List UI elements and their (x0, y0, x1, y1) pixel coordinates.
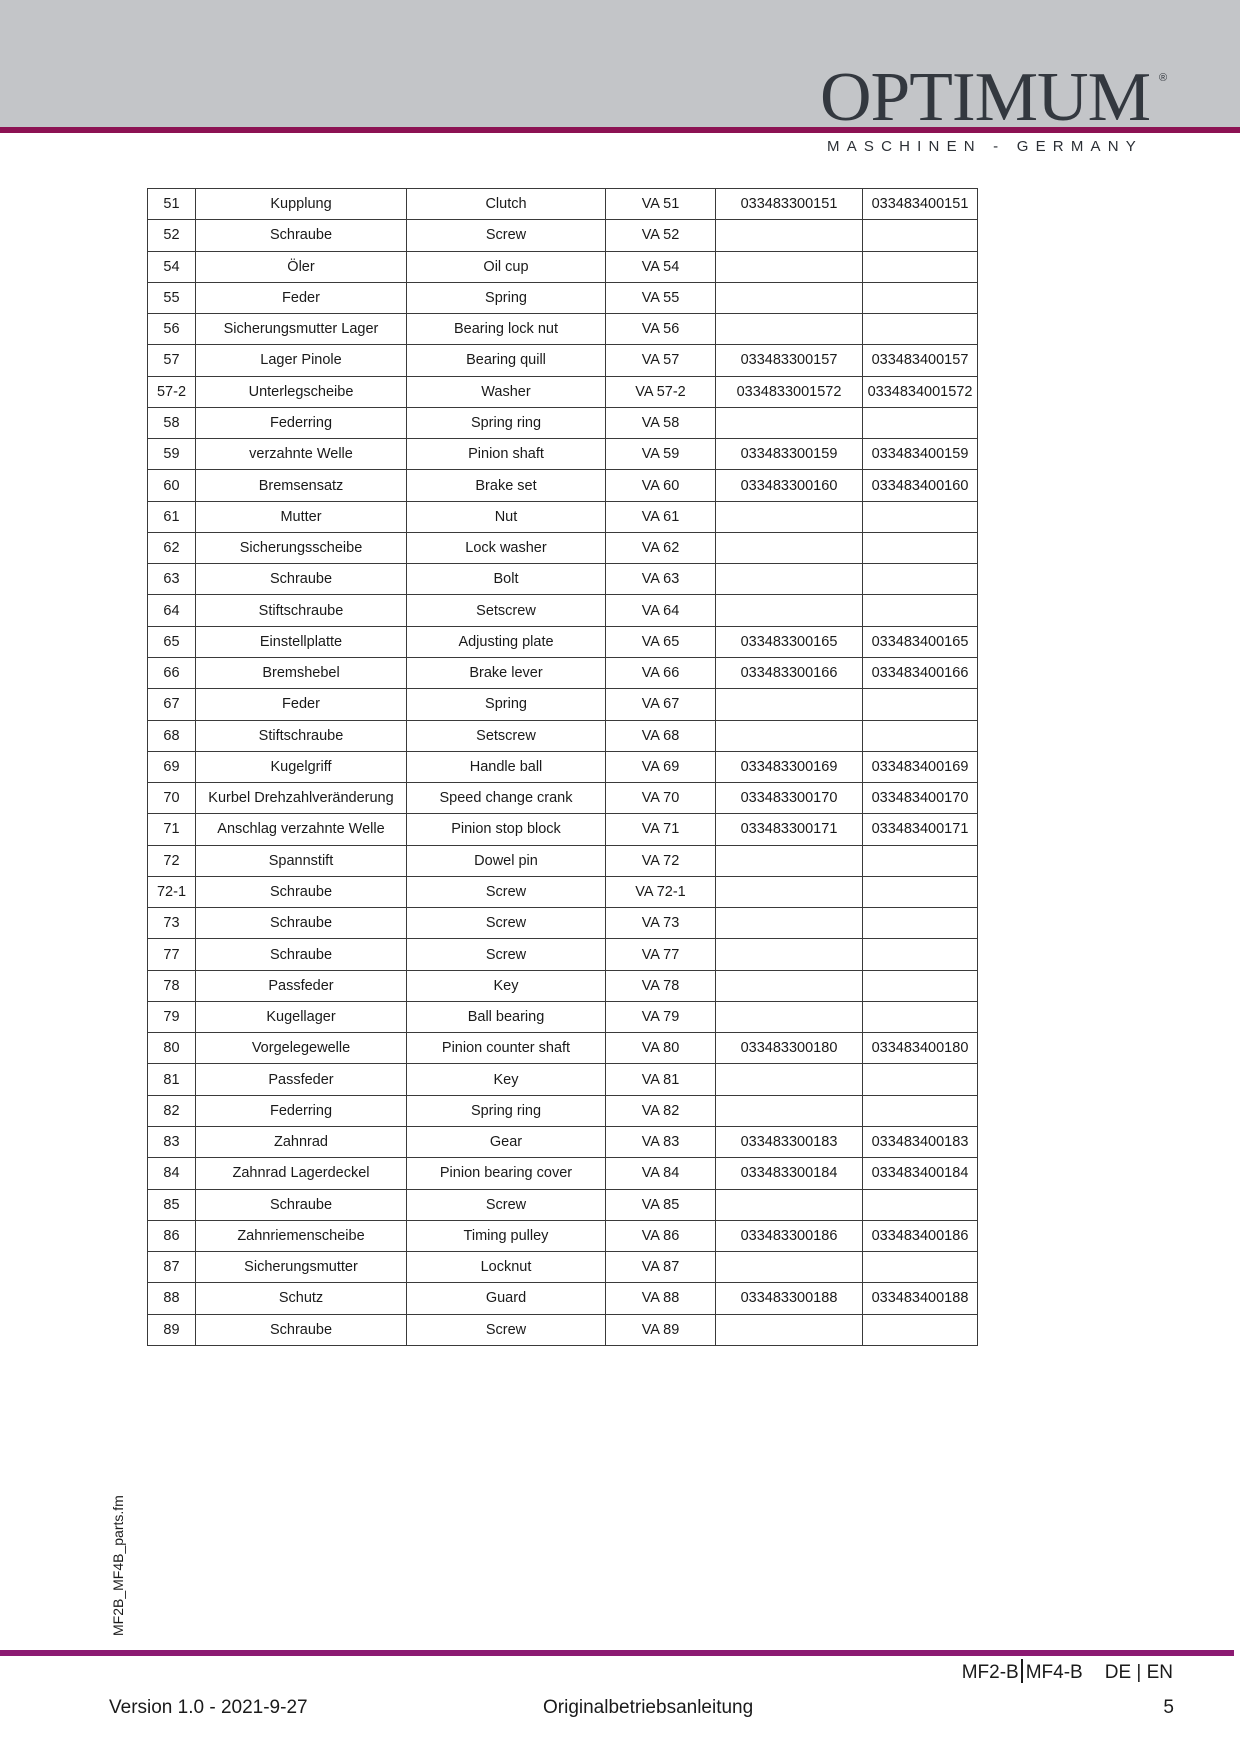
item-code-cell: VA 79 (606, 1001, 716, 1032)
mf2b-article-cell: 033483300170 (716, 783, 863, 814)
table-row (148, 1126, 978, 1157)
german-name-cell: Spannstift (196, 845, 407, 876)
german-name-cell: Stiftschraube (196, 595, 407, 626)
item-code-cell: VA 57-2 (606, 376, 716, 407)
mf4b-article-cell: 033483400170 (863, 783, 978, 814)
german-name-cell: Bremsensatz (196, 470, 407, 501)
mf4b-article-cell (863, 532, 978, 563)
mf2b-article-cell (716, 595, 863, 626)
table-row (148, 876, 978, 907)
table-row (148, 220, 978, 251)
german-name-cell: Vorgelegewelle (196, 1033, 407, 1064)
position-cell: 62 (148, 532, 196, 563)
english-name-cell: Screw (407, 1314, 606, 1345)
mf4b-article-cell: 033483400159 (863, 439, 978, 470)
english-name-cell: Oil cup (407, 251, 606, 282)
english-name-cell: Speed change crank (407, 783, 606, 814)
item-code-cell: VA 86 (606, 1220, 716, 1251)
german-name-cell: Schraube (196, 876, 407, 907)
german-name-cell: Sicherungsmutter (196, 1252, 407, 1283)
item-code-cell: VA 51 (606, 189, 716, 220)
table-row (148, 439, 978, 470)
item-code-cell: VA 69 (606, 751, 716, 782)
position-cell: 60 (148, 470, 196, 501)
english-name-cell: Screw (407, 1189, 606, 1220)
mf4b-article-cell (863, 220, 978, 251)
mf2b-article-cell (716, 501, 863, 532)
table-row (148, 1314, 978, 1345)
german-name-cell: Zahnriemenscheibe (196, 1220, 407, 1251)
mf4b-article-cell (863, 1189, 978, 1220)
item-code-cell: VA 66 (606, 657, 716, 688)
mf4b-article-cell (863, 876, 978, 907)
table-row (148, 939, 978, 970)
document-type: Originalbetriebsanleitung (543, 1697, 754, 1718)
german-name-cell: Kugelgriff (196, 751, 407, 782)
item-code-cell: VA 89 (606, 1314, 716, 1345)
german-name-cell: Schraube (196, 220, 407, 251)
mf4b-article-cell (863, 407, 978, 438)
table-row (148, 970, 978, 1001)
mf4b-article-cell (863, 282, 978, 313)
mf4b-article-cell (863, 720, 978, 751)
table-row (148, 314, 978, 345)
german-name-cell: Federring (196, 407, 407, 438)
german-name-cell: Feder (196, 689, 407, 720)
position-cell: 57 (148, 345, 196, 376)
item-code-cell: VA 78 (606, 970, 716, 1001)
english-name-cell: Brake set (407, 470, 606, 501)
table-row (148, 1033, 978, 1064)
position-cell: 88 (148, 1283, 196, 1314)
mf4b-article-cell (863, 939, 978, 970)
english-name-cell: Spring (407, 282, 606, 313)
item-code-cell: VA 87 (606, 1252, 716, 1283)
english-name-cell: Adjusting plate (407, 626, 606, 657)
english-name-cell: Guard (407, 1283, 606, 1314)
item-code-cell: VA 67 (606, 689, 716, 720)
mf4b-article-cell: 033483400171 (863, 814, 978, 845)
mf2b-article-cell: 033483300186 (716, 1220, 863, 1251)
german-name-cell: Federring (196, 1095, 407, 1126)
mf2b-article-cell (716, 314, 863, 345)
mf4b-article-cell (863, 564, 978, 595)
position-cell: 83 (148, 1126, 196, 1157)
item-code-cell: VA 60 (606, 470, 716, 501)
position-cell: 58 (148, 407, 196, 438)
brand-tagline: MASCHINEN - GERMANY (827, 138, 1143, 155)
item-code-cell: VA 68 (606, 720, 716, 751)
position-cell: 89 (148, 1314, 196, 1345)
position-cell: 56 (148, 314, 196, 345)
brand-logo: OPTIMUM (820, 59, 1151, 136)
position-cell: 54 (148, 251, 196, 282)
mf4b-article-cell: 033483400169 (863, 751, 978, 782)
mf2b-article-cell (716, 1189, 863, 1220)
mf2b-article-cell: 033483300184 (716, 1158, 863, 1189)
german-name-cell: Stiftschraube (196, 720, 407, 751)
position-cell: 82 (148, 1095, 196, 1126)
mf2b-article-cell (716, 407, 863, 438)
position-cell: 64 (148, 595, 196, 626)
english-name-cell: Locknut (407, 1252, 606, 1283)
mf2b-article-cell (716, 1095, 863, 1126)
table-row (148, 1064, 978, 1095)
mf4b-article-cell: 033483400183 (863, 1126, 978, 1157)
parts-table-body (148, 189, 978, 1346)
english-name-cell: Setscrew (407, 720, 606, 751)
mf2b-article-cell (716, 970, 863, 1001)
item-code-cell: VA 57 (606, 345, 716, 376)
item-code-cell: VA 63 (606, 564, 716, 595)
table-row (148, 251, 978, 282)
footer-rule (0, 1650, 1234, 1656)
mf4b-article-cell: 033483400157 (863, 345, 978, 376)
english-name-cell: Nut (407, 501, 606, 532)
english-name-cell: Bolt (407, 564, 606, 595)
mf2b-article-cell: 033483300188 (716, 1283, 863, 1314)
mf4b-article-cell (863, 501, 978, 532)
position-cell: 57-2 (148, 376, 196, 407)
german-name-cell: Schraube (196, 908, 407, 939)
item-code-cell: VA 73 (606, 908, 716, 939)
german-name-cell: Schraube (196, 1189, 407, 1220)
item-code-cell: VA 80 (606, 1033, 716, 1064)
parts-table (147, 188, 978, 1346)
german-name-cell: Passfeder (196, 1064, 407, 1095)
mf2b-article-cell: 033483300183 (716, 1126, 863, 1157)
mf2b-article-cell (716, 564, 863, 595)
english-name-cell: Washer (407, 376, 606, 407)
german-name-cell: Zahnrad (196, 1126, 407, 1157)
position-cell: 77 (148, 939, 196, 970)
table-row (148, 407, 978, 438)
mf4b-article-cell (863, 845, 978, 876)
item-code-cell: VA 52 (606, 220, 716, 251)
mf4b-article-cell: 033483400166 (863, 657, 978, 688)
german-name-cell: Zahnrad Lagerdeckel (196, 1158, 407, 1189)
mf4b-article-cell: 033483400186 (863, 1220, 978, 1251)
german-name-cell: Kurbel Drehzahlveränderung (196, 783, 407, 814)
mf2b-article-cell: 033483300169 (716, 751, 863, 782)
registered-mark: ® (1159, 72, 1168, 84)
table-row (148, 1252, 978, 1283)
english-name-cell: Screw (407, 876, 606, 907)
language-indicator: DE | EN (1104, 1662, 1173, 1683)
item-code-cell: VA 62 (606, 532, 716, 563)
german-name-cell: Öler (196, 251, 407, 282)
english-name-cell: Gear (407, 1126, 606, 1157)
item-code-cell: VA 72 (606, 845, 716, 876)
german-name-cell: Kupplung (196, 189, 407, 220)
mf2b-article-cell: 033483300171 (716, 814, 863, 845)
mf2b-article-cell (716, 845, 863, 876)
german-name-cell: Lager Pinole (196, 345, 407, 376)
table-row (148, 501, 978, 532)
mf4b-article-cell (863, 1001, 978, 1032)
item-code-cell: VA 59 (606, 439, 716, 470)
english-name-cell: Handle ball (407, 751, 606, 782)
english-name-cell: Pinion stop block (407, 814, 606, 845)
english-name-cell: Screw (407, 939, 606, 970)
position-cell: 71 (148, 814, 196, 845)
mf4b-article-cell: 033483400160 (863, 470, 978, 501)
mf4b-article-cell: 033483400180 (863, 1033, 978, 1064)
table-row (148, 595, 978, 626)
mf2b-article-cell: 033483300160 (716, 470, 863, 501)
english-name-cell: Pinion bearing cover (407, 1158, 606, 1189)
mf4b-article-cell: 033483400151 (863, 189, 978, 220)
english-name-cell: Key (407, 970, 606, 1001)
german-name-cell: Sicherungsscheibe (196, 532, 407, 563)
position-cell: 61 (148, 501, 196, 532)
position-cell: 80 (148, 1033, 196, 1064)
item-code-cell: VA 54 (606, 251, 716, 282)
english-name-cell: Key (407, 1064, 606, 1095)
table-row (148, 1158, 978, 1189)
position-cell: 79 (148, 1001, 196, 1032)
position-cell: 78 (148, 970, 196, 1001)
mf2b-article-cell (716, 532, 863, 563)
german-name-cell: Schraube (196, 1314, 407, 1345)
english-name-cell: Screw (407, 908, 606, 939)
english-name-cell: Spring ring (407, 407, 606, 438)
table-row (148, 1001, 978, 1032)
mf2b-article-cell: 033483300159 (716, 439, 863, 470)
table-row (148, 1283, 978, 1314)
item-code-cell: VA 58 (606, 407, 716, 438)
position-cell: 84 (148, 1158, 196, 1189)
mf2b-article-cell (716, 251, 863, 282)
german-name-cell: Mutter (196, 501, 407, 532)
item-code-cell: VA 55 (606, 282, 716, 313)
version-label: Version 1.0 - 2021-9-27 (109, 1697, 308, 1718)
position-cell: 67 (148, 689, 196, 720)
item-code-cell: VA 64 (606, 595, 716, 626)
page-number: 5 (1163, 1697, 1174, 1718)
mf4b-article-cell (863, 595, 978, 626)
english-name-cell: Screw (407, 220, 606, 251)
mf2b-article-cell: 033483300157 (716, 345, 863, 376)
mf4b-article-cell (863, 970, 978, 1001)
position-cell: 63 (148, 564, 196, 595)
english-name-cell: Pinion shaft (407, 439, 606, 470)
mf2b-article-cell (716, 220, 863, 251)
model-mf2b: MF2-B (961, 1662, 1019, 1683)
german-name-cell: Kugellager (196, 1001, 407, 1032)
table-row (148, 720, 978, 751)
mf4b-article-cell (863, 1095, 978, 1126)
position-cell: 85 (148, 1189, 196, 1220)
table-row (148, 282, 978, 313)
table-row (148, 189, 978, 220)
german-name-cell: Einstellplatte (196, 626, 407, 657)
german-name-cell: verzahnte Welle (196, 439, 407, 470)
mf2b-article-cell (716, 282, 863, 313)
item-code-cell: VA 71 (606, 814, 716, 845)
table-row (148, 626, 978, 657)
mf2b-article-cell (716, 939, 863, 970)
german-name-cell: Unterlegscheibe (196, 376, 407, 407)
position-cell: 72-1 (148, 876, 196, 907)
english-name-cell: Ball bearing (407, 1001, 606, 1032)
footer-models (962, 1659, 1173, 1684)
item-code-cell: VA 82 (606, 1095, 716, 1126)
german-name-cell: Bremshebel (196, 657, 407, 688)
mf2b-article-cell: 033483300165 (716, 626, 863, 657)
mf2b-article-cell (716, 1001, 863, 1032)
mf4b-article-cell (863, 1064, 978, 1095)
model-separator (1021, 1659, 1023, 1683)
mf2b-article-cell (716, 908, 863, 939)
mf4b-article-cell: 033483400188 (863, 1283, 978, 1314)
position-cell: 86 (148, 1220, 196, 1251)
mf2b-article-cell: 033483300151 (716, 189, 863, 220)
mf2b-article-cell (716, 1064, 863, 1095)
item-code-cell: VA 81 (606, 1064, 716, 1095)
position-cell: 59 (148, 439, 196, 470)
position-cell: 69 (148, 751, 196, 782)
german-name-cell: Anschlag verzahnte Welle (196, 814, 407, 845)
german-name-cell: Sicherungsmutter Lager (196, 314, 407, 345)
model-mf4b: MF4-B (1025, 1662, 1083, 1683)
position-cell: 70 (148, 783, 196, 814)
table-row (148, 1095, 978, 1126)
item-code-cell: VA 83 (606, 1126, 716, 1157)
position-cell: 73 (148, 908, 196, 939)
table-row (148, 689, 978, 720)
item-code-cell: VA 77 (606, 939, 716, 970)
german-name-cell: Feder (196, 282, 407, 313)
english-name-cell: Spring ring (407, 1095, 606, 1126)
table-row (148, 783, 978, 814)
mf4b-article-cell (863, 689, 978, 720)
mf2b-article-cell: 0334833001572 (716, 376, 863, 407)
source-file-label: MF2B_MF4B_parts.fm (110, 1495, 126, 1636)
german-name-cell: Passfeder (196, 970, 407, 1001)
table-row (148, 345, 978, 376)
english-name-cell: Spring (407, 689, 606, 720)
mf2b-article-cell: 033483300180 (716, 1033, 863, 1064)
item-code-cell: VA 70 (606, 783, 716, 814)
mf2b-article-cell: 033483300166 (716, 657, 863, 688)
german-name-cell: Schraube (196, 564, 407, 595)
mf2b-article-cell (716, 876, 863, 907)
table-row (148, 814, 978, 845)
position-cell: 65 (148, 626, 196, 657)
english-name-cell: Dowel pin (407, 845, 606, 876)
english-name-cell: Lock washer (407, 532, 606, 563)
english-name-cell: Timing pulley (407, 1220, 606, 1251)
english-name-cell: Clutch (407, 189, 606, 220)
english-name-cell: Bearing quill (407, 345, 606, 376)
mf4b-article-cell: 033483400184 (863, 1158, 978, 1189)
table-row (148, 376, 978, 407)
position-cell: 55 (148, 282, 196, 313)
mf4b-article-cell: 033483400165 (863, 626, 978, 657)
table-row (148, 1220, 978, 1251)
mf4b-article-cell (863, 908, 978, 939)
mf4b-article-cell (863, 1252, 978, 1283)
position-cell: 87 (148, 1252, 196, 1283)
table-row (148, 908, 978, 939)
table-row (148, 845, 978, 876)
mf2b-article-cell (716, 1252, 863, 1283)
mf4b-article-cell (863, 251, 978, 282)
german-name-cell: Schutz (196, 1283, 407, 1314)
item-code-cell: VA 56 (606, 314, 716, 345)
position-cell: 51 (148, 189, 196, 220)
english-name-cell: Brake lever (407, 657, 606, 688)
german-name-cell: Schraube (196, 939, 407, 970)
position-cell: 81 (148, 1064, 196, 1095)
mf2b-article-cell (716, 689, 863, 720)
position-cell: 66 (148, 657, 196, 688)
table-row (148, 564, 978, 595)
table-row (148, 1189, 978, 1220)
mf4b-article-cell: 0334834001572 (863, 376, 978, 407)
mf4b-article-cell (863, 314, 978, 345)
item-code-cell: VA 65 (606, 626, 716, 657)
position-cell: 72 (148, 845, 196, 876)
item-code-cell: VA 61 (606, 501, 716, 532)
item-code-cell: VA 88 (606, 1283, 716, 1314)
item-code-cell: VA 85 (606, 1189, 716, 1220)
english-name-cell: Bearing lock nut (407, 314, 606, 345)
position-cell: 52 (148, 220, 196, 251)
table-row (148, 532, 978, 563)
position-cell: 68 (148, 720, 196, 751)
table-row (148, 657, 978, 688)
table-row (148, 470, 978, 501)
item-code-cell: VA 84 (606, 1158, 716, 1189)
english-name-cell: Setscrew (407, 595, 606, 626)
mf4b-article-cell (863, 1314, 978, 1345)
mf2b-article-cell (716, 1314, 863, 1345)
table-row (148, 751, 978, 782)
item-code-cell: VA 72-1 (606, 876, 716, 907)
mf2b-article-cell (716, 720, 863, 751)
english-name-cell: Pinion counter shaft (407, 1033, 606, 1064)
